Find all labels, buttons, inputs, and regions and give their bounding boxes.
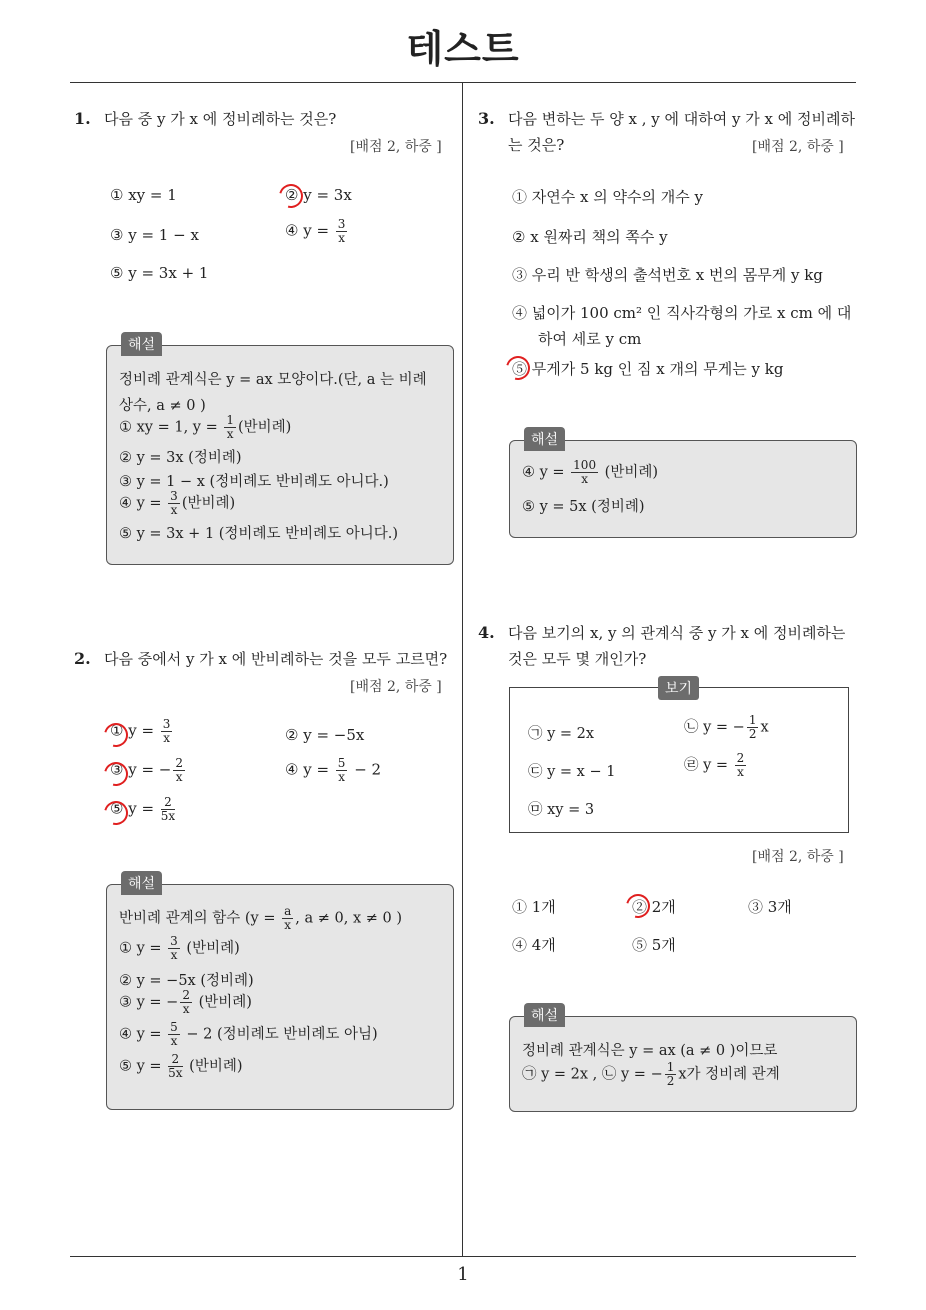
option-2[interactable]: ② y = −5x [285,726,365,744]
option-2[interactable]: ② x 원짜리 책의 쪽수 y [512,228,668,246]
question-4 [478,620,845,646]
question-text: 다음 변하는 두 양 x , y 에 대하여 y 가 x 에 정비례하 [508,110,855,128]
option-3[interactable]: ③ 3개 [748,898,792,916]
solution-line: ㉠ y = 2x , ㉡ y = − $\frac{1}{2}$ x가 정비례 관계 [522,1060,780,1088]
solution-tag: 해설 [121,332,162,356]
bogi-item: ㉠ y = 2x [528,726,595,742]
option-5[interactable]: ⑤ y = $\frac{2}{5x}$ [110,795,176,823]
solution-line: ③ y = − $\frac{2}{x}$ (반비례) [119,988,252,1016]
solution-tag: 해설 [524,1003,565,1027]
option-3[interactable]: ③ y = 1 − x [110,226,199,244]
question-2 [74,646,447,672]
answer-mark [502,352,535,385]
bogi-item: ㉤ xy = 3 [528,802,595,818]
solution-line: ① y = $\frac{3}{x}$ (반비례) [119,934,240,962]
option-4-cont: 하여 세로 y cm [538,330,642,348]
option-3[interactable]: ③ y = − $\frac{2}{x}$ [110,756,184,784]
top-rule [70,82,856,83]
option-1[interactable]: ① 자연수 x 의 약수의 개수 y [512,188,703,206]
question-meta: [배점 2, 하중 ] [752,139,844,155]
question-number: 2. [74,649,91,668]
bogi-item: ㉢ y = x − 1 [528,764,616,780]
solution-line: ② y = 3x (정비례) [119,450,242,466]
solution-line: 반비례 관계의 함수 (y = $\frac{a}{x}$ , a ≠ 0, x ≠ 0 ) [119,904,402,932]
solution-box [509,1008,857,1112]
option-2[interactable]: ② y = 3x [285,186,352,204]
solution-line: ⑤ y = $\frac{2}{5x}$ (반비례) [119,1052,243,1080]
solution-line: ④ y = $\frac{3}{x}$ (반비례) [119,489,236,517]
question-meta: [배점 2, 하중 ] [350,139,442,155]
option-4[interactable]: ④ y = $\frac{5}{x}$ − 2 [285,756,382,784]
option-3[interactable]: ③ 우리 반 학생의 출석번호 x 번의 몸무게 y kg [512,266,823,284]
option-2[interactable]: ② 2개 [632,898,676,916]
solution-line: ③ y = 1 − x (정비례도 반비례도 아니다.) [119,474,389,490]
solution-tag: 해설 [121,871,162,895]
option-5[interactable]: ⑤ 5개 [632,936,676,954]
bogi-tag: 보기 [658,676,699,700]
question-meta: [배점 2, 하중 ] [752,849,844,865]
question-number: 1. [74,109,91,128]
solution-tag: 해설 [524,427,565,451]
option-4[interactable]: ④ y = $\frac{3}{x}$ [285,217,346,245]
column-divider [462,83,463,1257]
answer-mark [275,180,308,213]
solution-line: 상수, a ≠ 0 ) [119,398,206,414]
question-text: 다음 중에서 y 가 x 에 반비례하는 것을 모두 고르면? [104,650,448,668]
question-text: 다음 중 y 가 x 에 정비례하는 것은? [104,110,337,128]
page-title: 테스트 [406,27,520,71]
option-4[interactable]: ④ 4개 [512,936,556,954]
question-meta: [배점 2, 하중 ] [350,679,442,695]
solution-line: ② y = −5x (정비례) [119,973,254,989]
bogi-box [509,681,849,833]
solution-line: ④ y = $\frac{100}{x}$ (반비례) [522,458,659,486]
option-1[interactable]: ① y = $\frac{3}{x}$ [110,717,171,745]
solution-line: ① xy = 1, y = $\frac{1}{x}$ (반비례) [119,413,292,441]
option-1[interactable]: ① 1개 [512,898,556,916]
solution-line: ④ y = $\frac{5}{x}$ − 2 (정비례도 반비례도 아님) [119,1020,378,1048]
option-5[interactable]: ⑤ y = 3x + 1 [110,264,209,282]
bogi-item: ㉡ y = − $\frac{1}{2}$ x [684,713,769,741]
solution-line: ⑤ y = 3x + 1 (정비례도 반비례도 아니다.) [119,526,398,542]
solution-box [106,337,454,565]
question-text: 다음 보기의 x, y 의 관계식 중 y 가 x 에 정비례하는 [508,624,846,642]
question-1 [74,106,336,132]
bottom-rule [70,1256,856,1257]
bogi-item: ㉣ y = $\frac{2}{x}$ [684,751,745,779]
question-text: 것은 모두 몇 개인가? [508,650,647,668]
solution-line: 정비례 관계식은 y = ax (a ≠ 0 )이므로 [522,1043,778,1059]
option-4[interactable]: ④ 넓이가 100 cm² 인 직사각형의 가로 x cm 에 대 [512,304,852,322]
answer-mark [622,890,655,923]
option-5[interactable]: ⑤ 무게가 5 kg 인 짐 x 개의 무게는 y kg [512,360,784,378]
question-3 [478,106,855,132]
solution-line: 정비례 관계식은 y = ax 모양이다.(단, a 는 비례 [119,372,427,388]
question-number: 3. [478,109,495,128]
solution-box [509,432,857,538]
option-1[interactable]: ① xy = 1 [110,186,177,204]
solution-line: ⑤ y = 5x (정비례) [522,499,645,515]
page-number: 1 [457,1264,469,1285]
question-text: 는 것은? [508,136,565,154]
solution-box [106,876,454,1110]
question-number: 4. [478,623,495,642]
